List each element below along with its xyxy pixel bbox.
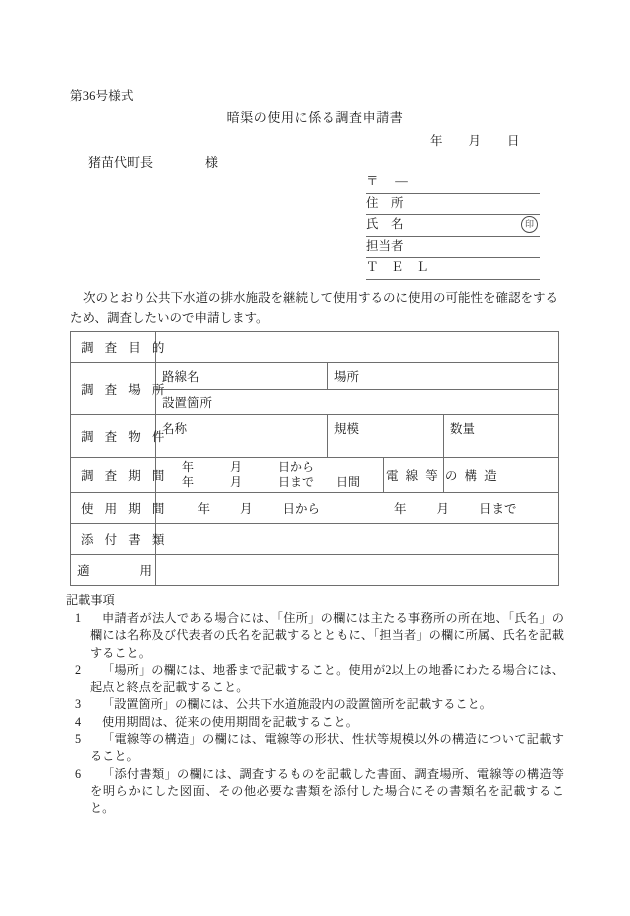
note-text: 「設置箇所」の欄には、公共下水道施設内の設置箇所を記載すること。 bbox=[102, 697, 492, 712]
seal-icon: 印 bbox=[521, 216, 538, 233]
label-object-scale: 規模 bbox=[334, 422, 360, 436]
notes-section bbox=[66, 592, 564, 818]
form-number: 第36号様式 bbox=[70, 89, 134, 103]
note-number: 5 bbox=[74, 732, 82, 747]
note-text: 使用期間は、従来の使用期間を記載すること。 bbox=[102, 714, 358, 729]
applicant-block bbox=[366, 172, 540, 280]
table-row-survey-period bbox=[71, 458, 559, 493]
field-object-scale[interactable] bbox=[328, 415, 444, 458]
note-text: 「電線等の構造」の欄には、電線等の形状、性状等規模以外の構造について記載すること。 bbox=[90, 732, 564, 764]
label-attachment: 添 付 書 類 bbox=[71, 524, 156, 555]
note-text: 「場所」の欄には、地番まで記載すること。使用が2以上の地番にわたる場合には、起点と終点を記載すること。 bbox=[90, 662, 564, 695]
date-day: 日 bbox=[507, 134, 520, 148]
note-text: 「添付書類」の欄には、調査するものを記載した書面、調査場所、電線等の構造等を明らかにした図面、その他必要な書類を添付した場合にその書類名を記載すること。 bbox=[90, 766, 564, 816]
field-install-spot[interactable] bbox=[156, 390, 559, 415]
label-survey-period: 調 査 期 間 bbox=[71, 458, 156, 493]
note-number: 4 bbox=[74, 714, 82, 729]
application-table bbox=[70, 331, 559, 586]
applicant-contact-row bbox=[366, 237, 540, 259]
use-from-day: 日から bbox=[282, 502, 321, 516]
field-attachment[interactable] bbox=[156, 524, 559, 555]
use-to-month: 月 bbox=[436, 502, 450, 516]
field-purpose[interactable] bbox=[156, 332, 559, 363]
note-text: 申請者が法人である場合には、「住所」の欄には主たる事務所の所在地、「氏名」の欄には名称及び代表者の氏名を記載するとともに、「担当者」の欄に所属、氏名を記載すること。 bbox=[90, 611, 564, 660]
label-object-name: 名称 bbox=[162, 422, 188, 436]
label-object-quantity: 数量 bbox=[450, 422, 476, 436]
note-number: 6 bbox=[74, 766, 82, 781]
label-purpose: 調 査 目 的 bbox=[71, 332, 156, 363]
use-to-day: 日まで bbox=[479, 502, 517, 516]
name-label: 氏 名 bbox=[366, 217, 404, 232]
table-row-place-route bbox=[71, 363, 559, 390]
field-route-name[interactable] bbox=[156, 363, 328, 390]
label-location: 場所 bbox=[334, 370, 360, 384]
applicant-postal-row bbox=[366, 172, 540, 194]
label-install-spot: 設置箇所 bbox=[162, 396, 213, 410]
contact-label: 担当者 bbox=[366, 238, 404, 253]
applicant-address-row bbox=[366, 194, 540, 216]
intro-paragraph: 次のとおり公共下水道の排水施設を継続して使用するのに使用の可能性を確認をするため、調査したいので申請します。 bbox=[70, 291, 559, 325]
label-wire-structure: 電 線 等 の 構 造 bbox=[384, 458, 444, 493]
field-object-name[interactable] bbox=[156, 415, 328, 458]
label-application: 適 用 bbox=[71, 555, 156, 586]
table-row-purpose bbox=[71, 332, 559, 363]
applicant-name-row bbox=[366, 215, 540, 237]
note-item bbox=[66, 766, 564, 818]
table-row-object bbox=[71, 415, 559, 458]
addressee-honorific: 様 bbox=[205, 155, 219, 170]
tel-label: Ｔ Ｅ Ｌ bbox=[366, 260, 429, 275]
use-from-month: 月 bbox=[239, 502, 253, 516]
field-use-period[interactable] bbox=[156, 493, 559, 524]
note-item bbox=[66, 731, 564, 766]
field-survey-period[interactable] bbox=[156, 458, 384, 493]
field-application[interactable] bbox=[156, 555, 559, 586]
page-title: 暗渠の使用に係る調査申請書 bbox=[226, 110, 404, 125]
note-number: 2 bbox=[74, 662, 82, 677]
note-item bbox=[66, 662, 564, 697]
use-to-year: 年 bbox=[394, 502, 407, 516]
postal-dash: — bbox=[395, 174, 408, 188]
table-row-use-period bbox=[71, 493, 559, 524]
date-year: 年 bbox=[430, 134, 443, 148]
field-location[interactable] bbox=[328, 363, 559, 390]
addressee-name: 猪苗代町長 bbox=[88, 155, 154, 170]
note-item bbox=[66, 696, 564, 713]
table-row-attachment bbox=[71, 524, 559, 555]
table-row-application bbox=[71, 555, 559, 586]
address-label: 住 所 bbox=[366, 195, 404, 210]
date-line bbox=[430, 131, 520, 149]
applicant-tel-row bbox=[366, 258, 540, 280]
survey-period-to: 年 月 日まで bbox=[182, 475, 315, 489]
date-month: 月 bbox=[468, 134, 482, 148]
use-from-year: 年 bbox=[197, 502, 210, 516]
note-number: 1 bbox=[74, 611, 82, 625]
postal-symbol: 〒 bbox=[366, 174, 379, 188]
survey-period-dates bbox=[156, 460, 314, 490]
note-number: 3 bbox=[74, 697, 82, 712]
label-use-period: 使 用 期 間 bbox=[71, 493, 156, 524]
field-object-quantity[interactable] bbox=[444, 415, 559, 458]
notes-title: 記載事項 bbox=[66, 593, 115, 607]
survey-period-from: 年 月 日から bbox=[182, 460, 315, 474]
label-route-name: 路線名 bbox=[162, 370, 200, 384]
note-item bbox=[66, 610, 564, 662]
survey-period-days: 日間 bbox=[336, 475, 361, 489]
label-place: 調 査 場 所 bbox=[71, 363, 156, 415]
addressee bbox=[88, 152, 218, 171]
label-object: 調 査 物 件 bbox=[71, 415, 156, 458]
note-item bbox=[66, 714, 564, 731]
